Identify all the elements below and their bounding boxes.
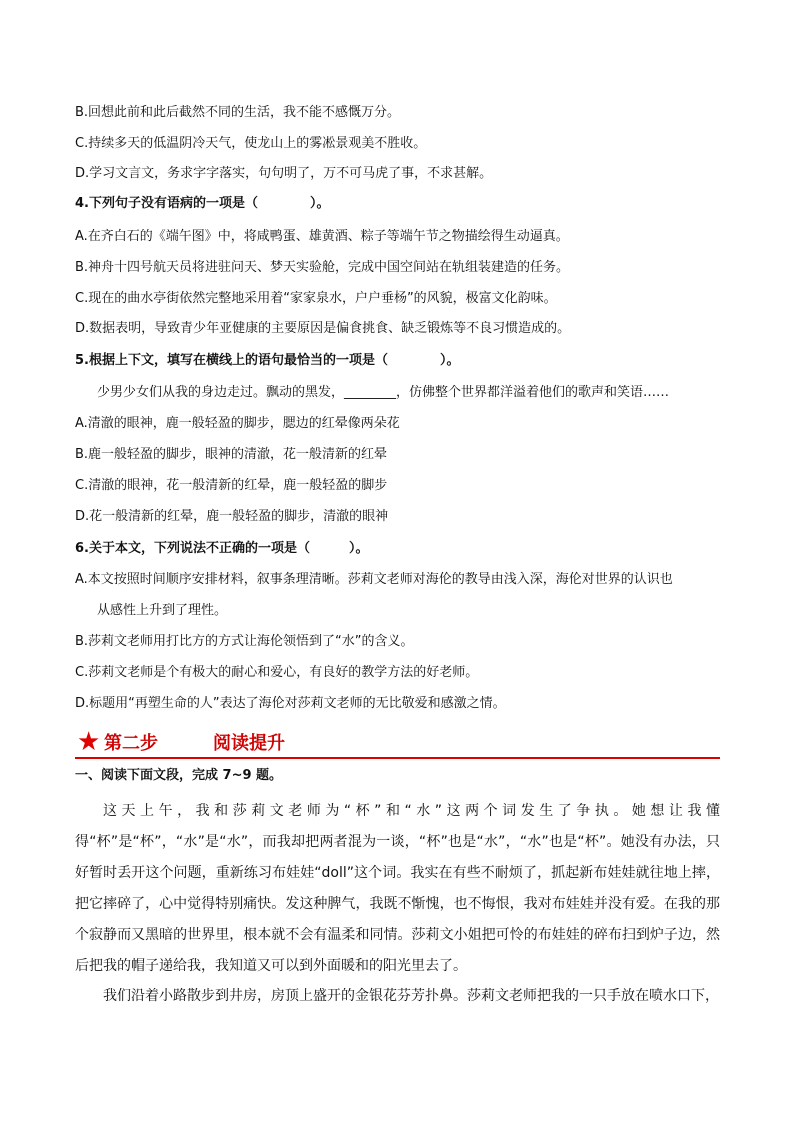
reading-paragraph-2: 我们沿着小路散步到井房，房顶上盛开的金银花芬芳扑鼻。莎莉文老师把我的一只手放在喷水口下， bbox=[103, 988, 719, 1004]
question-6-stem: 6.关于本文，下列说法不正确的一项是（ ）。 bbox=[75, 541, 369, 556]
question-4-option-a: A.在齐白石的《端午图》中，将咸鸭蛋、雄黄酒、粽子等端午节之物描绘得生动逼真。 bbox=[75, 229, 569, 244]
question-4-option-d: D.数据表明，导致青少年亚健康的主要原因是偏食挑食、缺乏锻炼等不良习惯造成的。 bbox=[75, 321, 571, 336]
question-6-option-d: D.标题用“再塑生命的人”表达了海伦对莎莉文老师的无比敬爱和感激之情。 bbox=[75, 696, 506, 711]
question-5-context: 少男少女们从我的身边走过。飘动的黑发，________，仿佛整个世界都洋溢着他们的歌声和笑语…… bbox=[97, 385, 670, 400]
reading-paragraph-1: 这天上午，我和莎莉文老师为“杯”和“水”这两个词发生了争执。她想让我懂得“杯”是“杯”，“水”是“水”，而我却把两者混为一谈，“杯”也是“水”，“水”也是“杯”。她没有办法，只好暂时丢开这个问题，重新练习布娃娃“doll”这个词。我实在有些不耐烦了，抓起新布娃娃就往地上摔，把它摔碎了，心中觉得特别痛快。发这种脾气，我既不惭愧，也不悔恨，我对布娃娃并没有爱。在我的那个寂静而又黑暗的世界里，根本就不会有温柔和同情。莎莉文小姐把可怜的布娃娃的碎布扫到炉子边，然后把我的帽子递给我，我知道又可以到外面暖和的阳光里去了。 bbox=[75, 803, 720, 974]
question-5-option-a: A.清澈的眼神，鹿一般轻盈的脚步，腮边的红晕像两朵花 bbox=[75, 416, 400, 431]
question-4-option-b: B.神舟十四号航天员将进驻问天、梦天实验舱，完成中国空间站在轨组装建造的任务。 bbox=[75, 260, 570, 275]
option-d-prev: D.学习文言文，务求字字落实，句句明了，万不可马虎了事，不求甚解。 bbox=[75, 166, 493, 181]
question-4-stem: 4.下列句子没有语病的一项是（ ）。 bbox=[75, 196, 330, 211]
star-icon: ★ bbox=[77, 727, 101, 757]
section-divider bbox=[75, 757, 720, 759]
section-header bbox=[75, 727, 720, 757]
question-5-option-c: C.清澈的眼神，花一般清新的红晕，鹿一般轻盈的脚步 bbox=[75, 478, 388, 493]
question-5-option-b: B.鹿一般轻盈的脚步，眼神的清澈，花一般清新的红晕 bbox=[75, 447, 388, 462]
section-step: 第二步 bbox=[104, 733, 158, 754]
option-c-prev: C.持续多天的低温阴冷天气，使龙山上的雾凇景观美不胜收。 bbox=[75, 136, 427, 151]
section-title: 阅读提升 bbox=[213, 733, 285, 754]
question-4-option-c: C.现在的曲水亭街依然完整地采用着“家家泉水，户户垂杨”的风貌，极富文化韵味。 bbox=[75, 291, 557, 306]
question-6-option-c: C.莎莉文老师是个有极大的耐心和爱心，有良好的教学方法的好老师。 bbox=[75, 665, 479, 680]
question-5-option-d: D.花一般清新的红晕，鹿一般轻盈的脚步，清澈的眼神 bbox=[75, 509, 389, 524]
question-6-option-a-line1: A.本文按照时间顺序安排材料，叙事条理清晰。莎莉文老师对海伦的教导由浅入深，海伦对世界的认识也 bbox=[75, 572, 673, 587]
option-b-prev: B.回想此前和此后截然不同的生活，我不能不感慨万分。 bbox=[75, 105, 401, 120]
question-6-option-b: B.莎莉文老师用打比方的方式让海伦领悟到了“水”的含义。 bbox=[75, 634, 414, 649]
reading-heading: 一、阅读下面文段，完成 7~9 题。 bbox=[75, 768, 283, 783]
question-6-option-a-line2: 从感性上升到了理性。 bbox=[97, 603, 228, 618]
question-5-stem: 5.根据上下文，填写在横线上的语句最恰当的一项是（ ）。 bbox=[75, 353, 460, 368]
